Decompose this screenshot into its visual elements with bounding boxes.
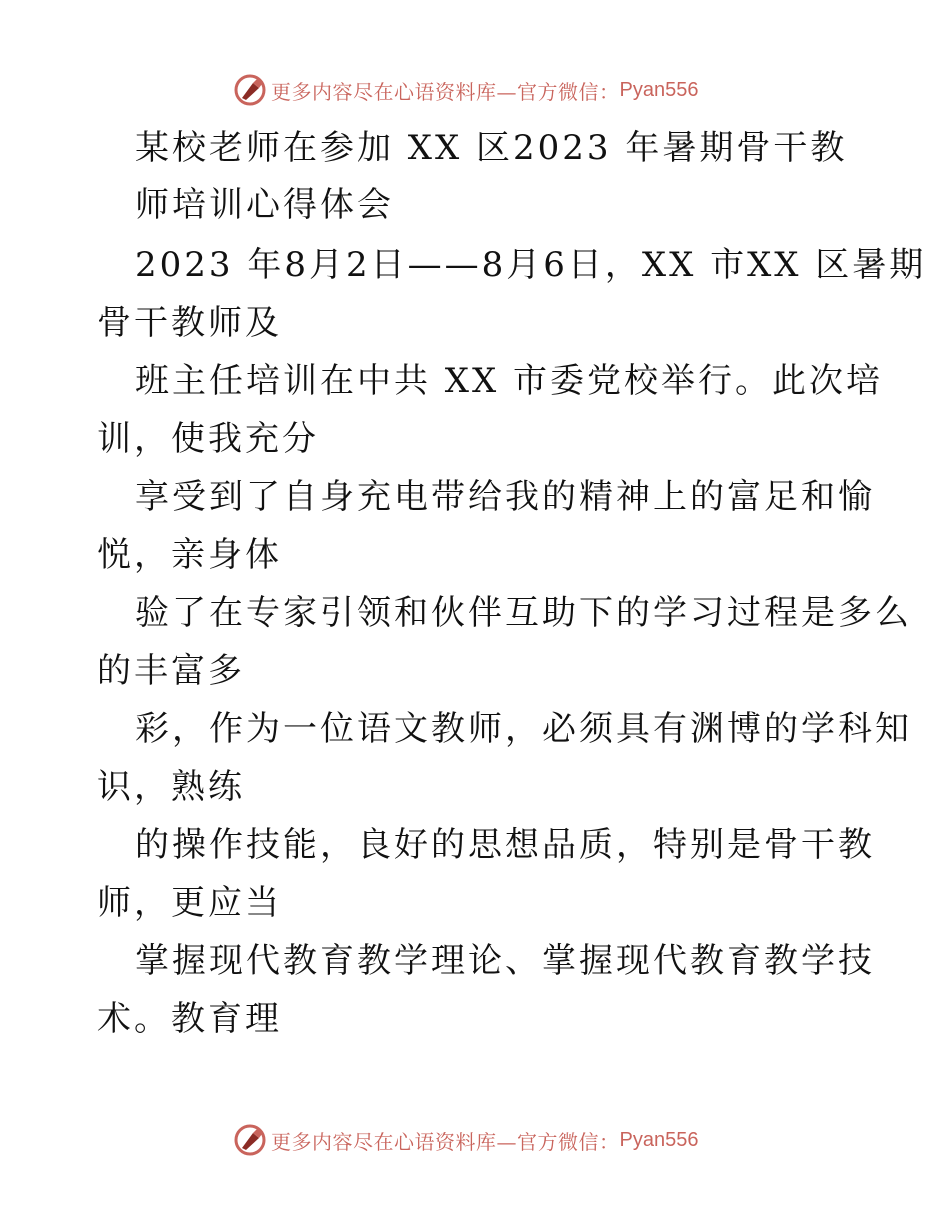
pen-nib-circle-icon [233,1123,267,1157]
body-line: 2023 年8月2日——8月6日，XX 市XX 区暑期 [135,245,927,285]
header-banner[interactable] [233,70,698,110]
body-line: 术。教育理 [97,999,282,1039]
body-line: 悦，亲身体 [97,535,282,575]
body-line: 训，使我充分 [97,419,319,459]
banner-wechat-id: Pyan556 [619,78,699,101]
body-line: 班主任培训在中共 XX 市委党校举行。此次培 [135,361,884,401]
body-line: 验了在专家引领和伙伴互助下的学习过程是多么 [135,593,912,633]
body-line: 识，熟练 [97,767,245,807]
body-line: 师，更应当 [97,883,282,923]
body-line: 骨干教师及 [97,303,282,343]
pen-nib-circle-icon [233,73,267,107]
banner-wechat-id: Pyan556 [619,1128,699,1151]
body-line: 享受到了自身充电带给我的精神上的富足和愉 [135,477,875,517]
body-line: 的操作技能，良好的思想品质，特别是骨干教 [135,825,875,865]
title-line-2: 师培训心得体会 [135,185,394,225]
banner-text: 更多内容尽在心语资料库—官方微信： [271,1129,620,1154]
body-line: 彩，作为一位语文教师，必须具有渊博的学科知 [135,709,912,749]
title-line-1: 某校老师在参加 XX 区2023 年暑期骨干教 [135,128,848,168]
body-line: 的丰富多 [97,651,245,691]
body-line: 掌握现代教育教学理论、掌握现代教育教学技 [135,941,875,981]
banner-text: 更多内容尽在心语资料库—官方微信： [271,79,620,104]
footer-banner[interactable] [233,1120,698,1160]
